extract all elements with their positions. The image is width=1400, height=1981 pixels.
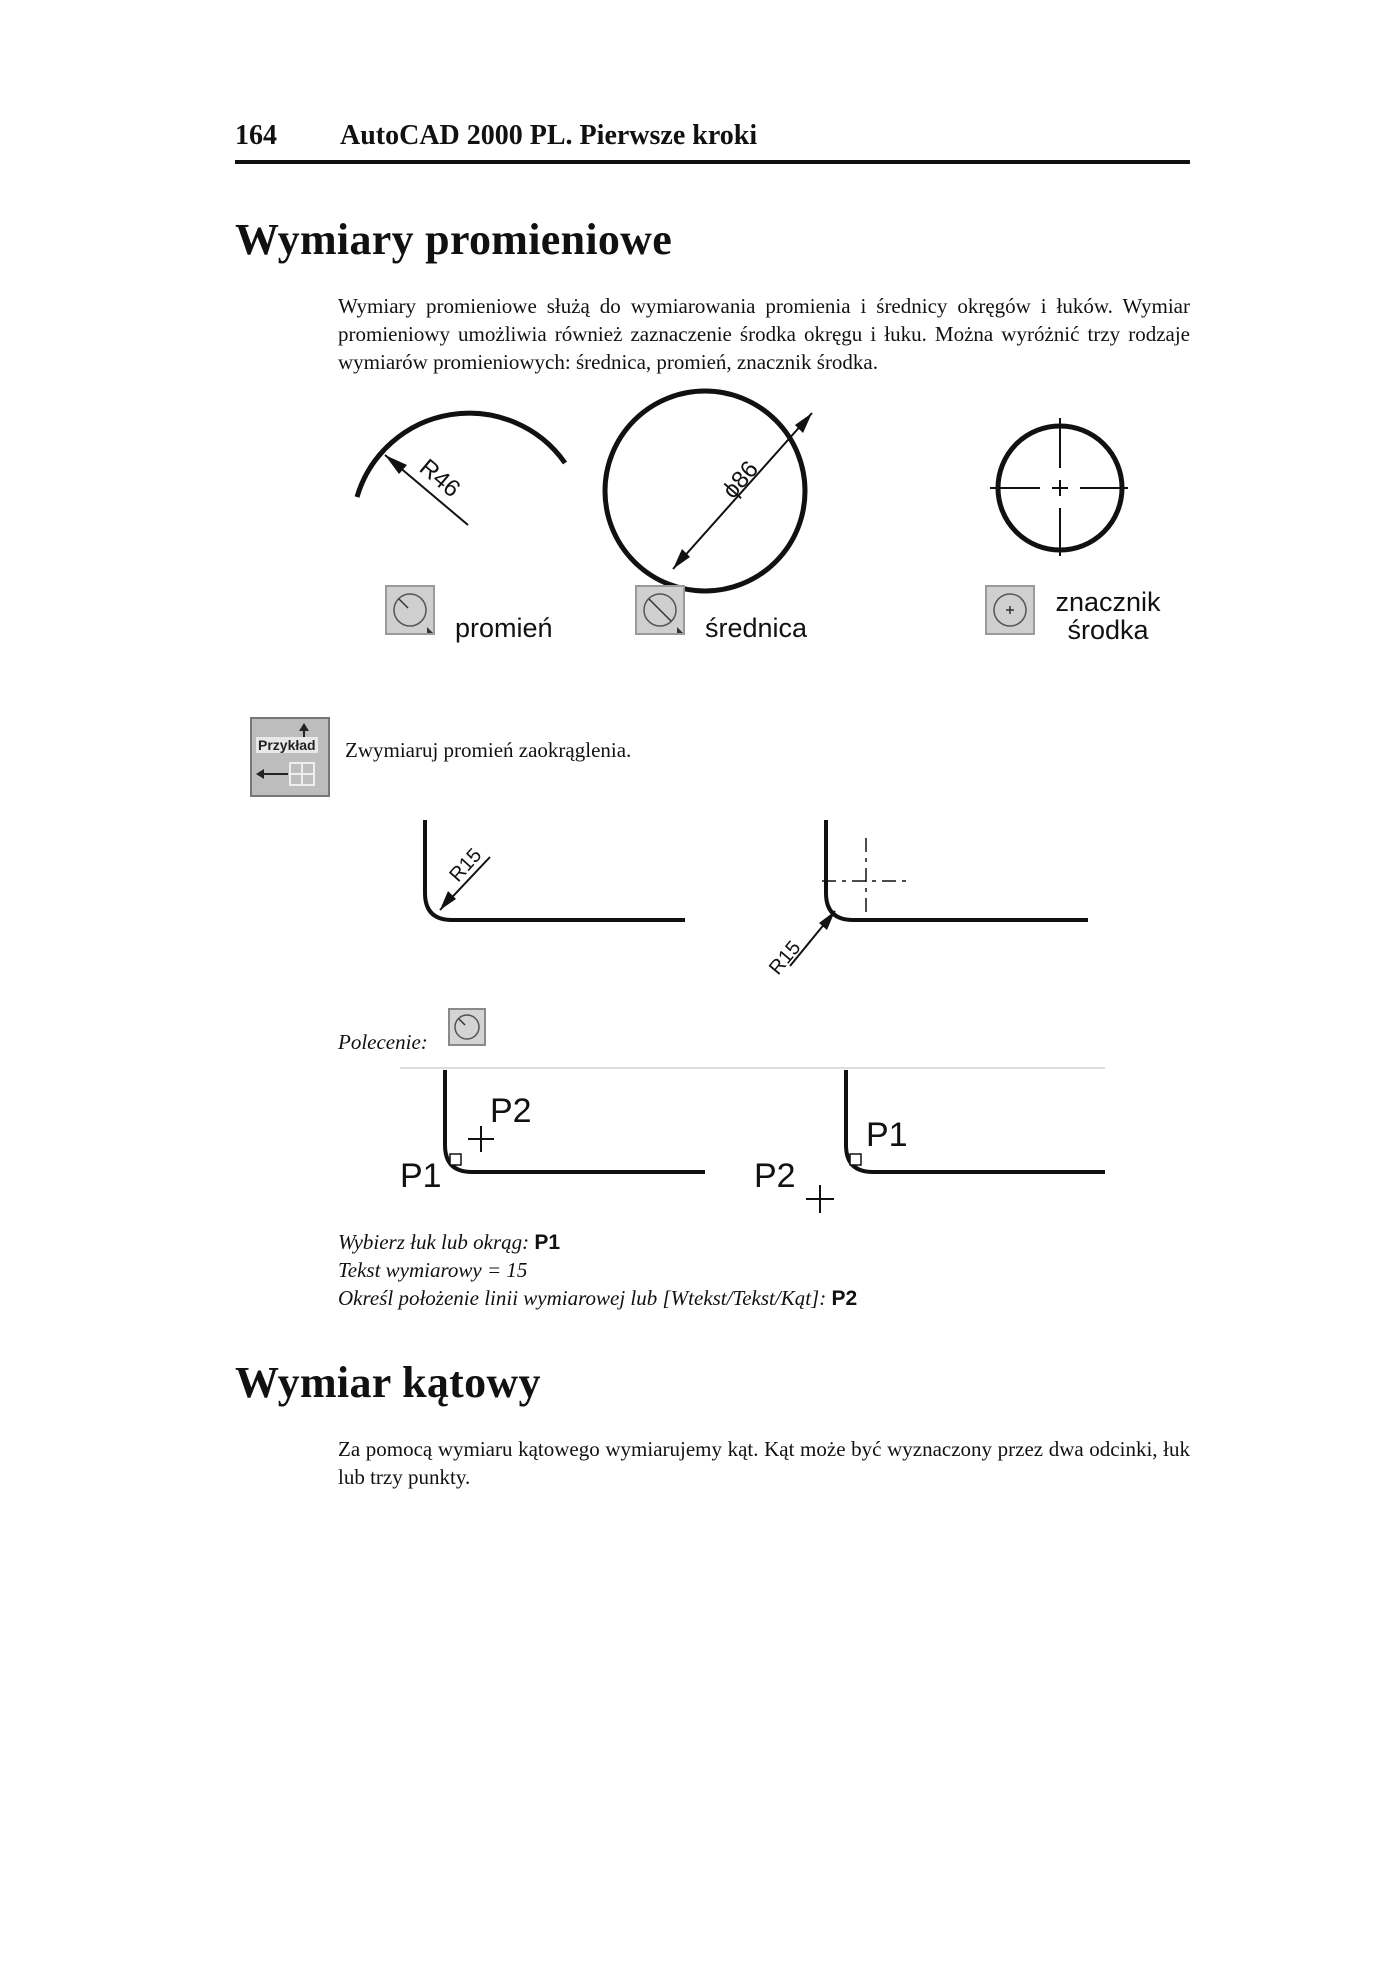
prompt-line: [338, 1256, 527, 1284]
section-heading-radial: Wymiary promieniowe: [235, 215, 673, 264]
fillet-right-dim-text: R15: [764, 936, 806, 980]
prompt-text: Określ położenie linii wymiarowej lub [Wtekst/Tekst/Kąt]:: [338, 1286, 832, 1310]
pick-left-profile: [445, 1070, 705, 1172]
page-number: 164: [235, 120, 277, 151]
tool-label-radius: promień: [455, 613, 553, 643]
prompt-line: [338, 1228, 560, 1257]
pick-right-label-p1: P1: [866, 1116, 908, 1154]
fillet-left-dim-text: R15: [445, 844, 487, 887]
prompt-text: Tekst wymiarowy = 15: [338, 1258, 528, 1282]
pick-left-marker-p1: [450, 1154, 461, 1165]
intro-paragraph: Wymiary promieniowe służą do wymiarowania promienia i średnicy okręgów i łuków. Wymiar promieniowy umożliwia również zaznaczenie środka okręgu i łuku. Można wyróżnić trzy rodzaje wymiarów promieniowych: średnica, promień, znacznik środka.: [338, 294, 1190, 374]
tool-label-diameter: średnica: [705, 613, 808, 643]
pick-right-marker-p1: [850, 1154, 861, 1165]
pick-left-label-p1: P1: [400, 1157, 442, 1195]
example-badge-label: Przykład: [258, 737, 316, 753]
prompt-value: P2: [831, 1287, 858, 1310]
pick-right-label-p2: P2: [754, 1157, 796, 1195]
diameter-dimension-text: ϕ86: [717, 455, 764, 504]
prompt-line: [338, 1284, 857, 1313]
tool-label-center-mark-line1: znacznik: [1055, 587, 1161, 617]
prompt-text: Wybierz łuk lub okrąg:: [338, 1230, 535, 1254]
example-text: Zwymiaruj promień zaokrąglenia.: [345, 738, 632, 762]
prompt-value: P1: [534, 1231, 561, 1254]
section-heading-angular: Wymiar kątowy: [235, 1358, 541, 1407]
angular-paragraph: Za pomocą wymiaru kątowego wymiarujemy kąt. Kąt może być wyznaczony przez dwa odcinki, łuk lub trzy punkty.: [338, 1437, 1190, 1489]
tool-label-center-mark-line2: środka: [1067, 615, 1149, 645]
radius-dimension-text: R46: [414, 453, 466, 503]
book-title: AutoCAD 2000 PL. Pierwsze kroki: [340, 120, 758, 151]
pick-left-label-p2: P2: [490, 1092, 532, 1130]
command-label: Polecenie:: [338, 1030, 428, 1054]
